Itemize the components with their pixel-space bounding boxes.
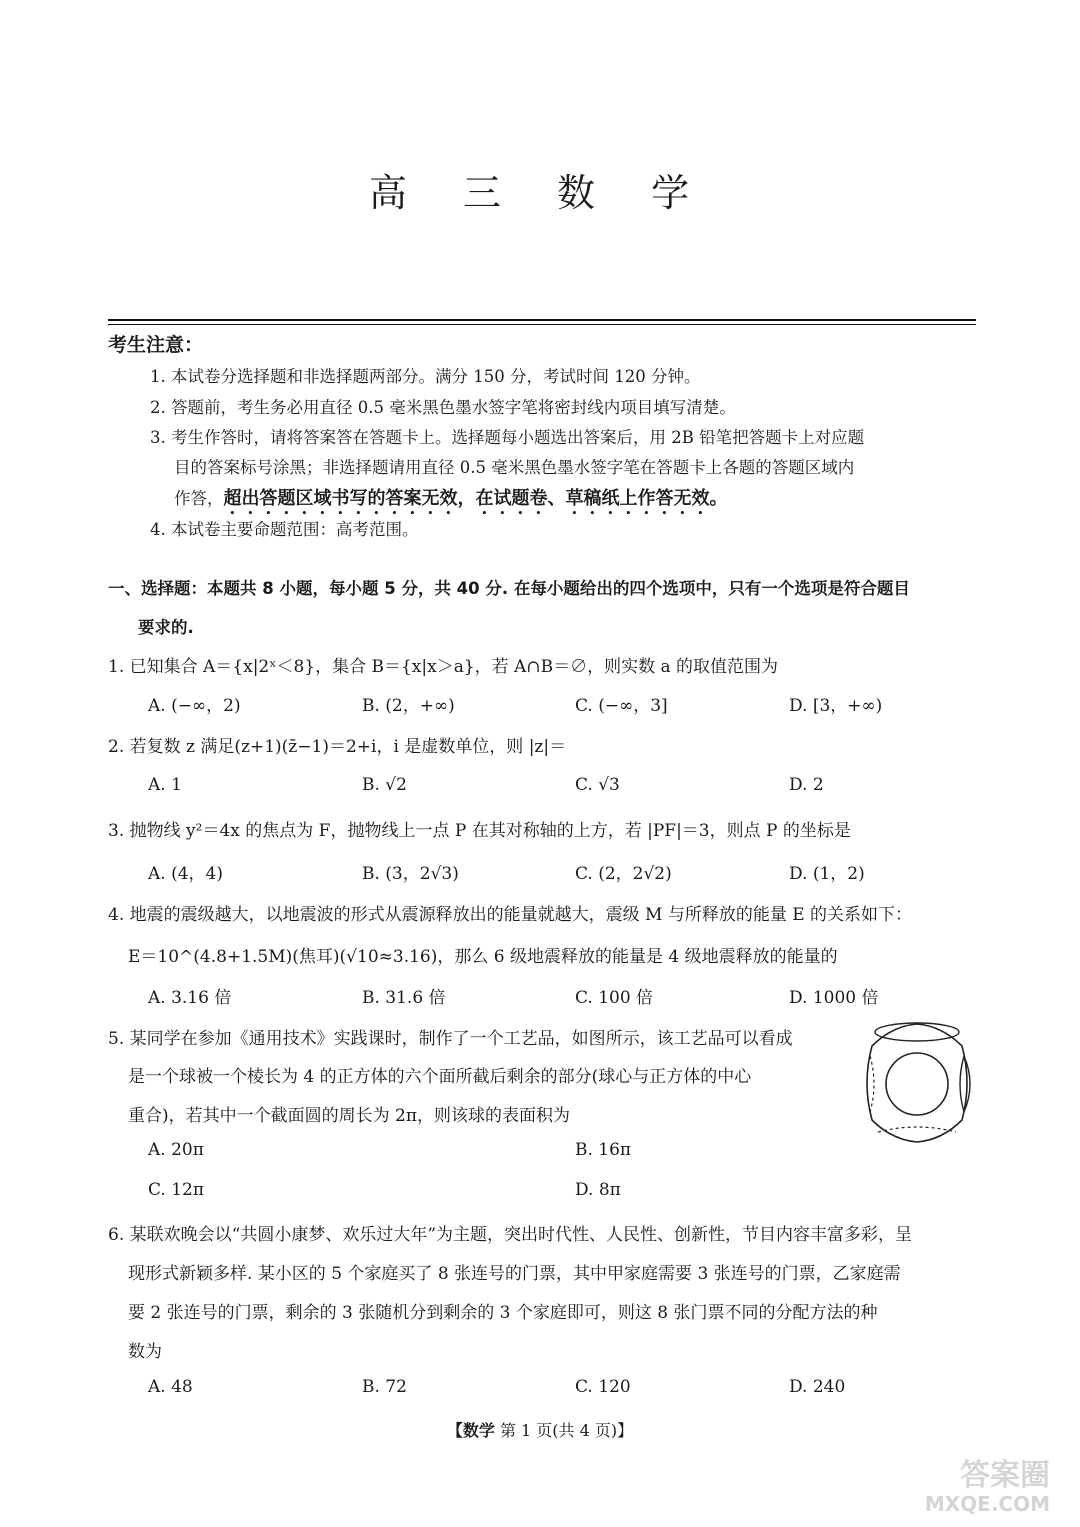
notice-item: 目的答案标号涂黑；非选择题请用直径 0.5 毫米黑色墨水签字笔在答题卡上各题的答题区域内 — [174, 458, 855, 477]
divider-rule — [108, 324, 976, 325]
option-c: C. 120 — [575, 1377, 631, 1397]
option-d: D. 2 — [789, 775, 824, 795]
page-footer — [0, 1418, 1080, 1441]
option-d: D. (1，2) — [789, 864, 865, 884]
notice-emphasis: 超出答题区域书写的答案无效，在试题卷、草稿纸上作答无效。 — [223, 488, 728, 509]
notice-item: 1. 本试卷分选择题和非选择题两部分。满分 150 分，考试时间 120 分钟。 — [150, 367, 701, 386]
front-section-circle — [886, 1053, 948, 1115]
notice-item — [174, 484, 728, 519]
option-a: A. (−∞，2) — [148, 696, 241, 716]
question-stem: 2. 若复数 z 满足(z+1)(z̄−1)＝2+i，i 是虚数单位，则 |z|＝ — [108, 737, 567, 757]
section-heading: 要求的. — [138, 618, 194, 637]
option-b: B. 31.6 倍 — [362, 988, 446, 1008]
question-stem: 4. 地震的震级越大，以地震波的形式从震源释放出的能量就越大，震级 M 与所释放的能量 E 的关系如下： — [108, 905, 913, 925]
notice-item: 2. 答题前，考生务必用直径 0.5 毫米黑色墨水签字笔将密封线内项目填写清楚。 — [150, 398, 736, 417]
option-a: A. (4，4) — [148, 864, 223, 884]
notice-item-text: 作答， — [174, 489, 224, 508]
bottom-section-arc — [878, 1127, 956, 1132]
option-c: C. 12π — [148, 1180, 205, 1200]
option-c: C. (−∞，3] — [575, 696, 668, 716]
option-c: C. (2，2√2) — [575, 864, 672, 884]
question-stem: 重合)，若其中一个截面圆的周长为 2π，则该球的表面积为 — [128, 1106, 571, 1126]
notice-item: 4. 本试卷主要命题范围：高考范围。 — [150, 520, 419, 539]
option-c: C. √3 — [575, 775, 620, 795]
option-a: A. 3.16 倍 — [148, 988, 232, 1008]
question-stem: E＝10^(4.8+1.5M)(焦耳)(√10≈3.16)，那么 6 级地震释放的能量是 4 级地震释放的能量的 — [128, 947, 838, 967]
question-stem: 1. 已知集合 A＝{x|2ˣ＜8}，集合 B＝{x|x＞a}，若 A∩B＝∅，则实数 a 的取值范围为 — [108, 657, 779, 677]
question-stem: 3. 抛物线 y²＝4x 的焦点为 F，抛物线上一点 P 在其对称轴的上方，若 |PF|＝3，则点 P 的坐标是 — [108, 821, 851, 841]
option-d: D. 1000 倍 — [789, 988, 879, 1008]
page-title: 高 三 数 学 — [368, 171, 712, 215]
question-stem: 6. 某联欢晚会以“共圆小康梦、欢乐过大年”为主题，突出时代性、人民性、创新性，节目内容丰富多彩，呈 — [108, 1225, 913, 1245]
truncated-sphere-figure — [852, 1018, 982, 1148]
option-a: A. 48 — [148, 1377, 193, 1397]
footer-page-number: 第 1 页(共 4 页)】 — [499, 1421, 634, 1440]
watermark-logo-text: 答案圈 — [960, 1458, 1050, 1493]
notice-item: 3. 考生作答时，请将答案答在答题卡上。选择题每小题选出答案后，用 2B 铅笔把答题卡上对应题 — [150, 428, 865, 447]
option-a: A. 1 — [148, 775, 182, 795]
option-d: D. 8π — [575, 1180, 621, 1200]
option-c: C. 100 倍 — [575, 988, 654, 1008]
option-b: B. 72 — [362, 1377, 407, 1397]
site-watermark — [910, 1460, 1050, 1520]
option-d: D. 240 — [789, 1377, 846, 1397]
watermark-url: MXQE.COM — [924, 1492, 1050, 1516]
option-d: D. [3，+∞) — [789, 696, 883, 716]
option-a: A. 20π — [148, 1140, 204, 1160]
option-b: B. (3，2√3) — [362, 864, 459, 884]
right-section-arc — [960, 1056, 964, 1112]
question-stem: 现形式新颖多样. 某小区的 5 个家庭买了 8 张连号的门票，其中甲家庭需要 3 张连号的门票，乙家庭需 — [128, 1264, 901, 1284]
top-section-circle — [875, 1023, 959, 1041]
section-heading: 一、选择题：本题共 8 小题，每小题 5 分，共 40 分. 在每小题给出的四个选项中，只有一个选项是符合题目 — [108, 579, 910, 598]
question-stem: 是一个球被一个棱长为 4 的正方体的六个面所截后剩余的部分(球心与正方体的中心 — [128, 1067, 752, 1087]
option-b: B. √2 — [362, 775, 407, 795]
question-stem: 要 2 张连号的门票，剩余的 3 张随机分到剩余的 3 个家庭即可，则这 8 张门票不同的分配方法的种 — [128, 1303, 878, 1323]
option-b: B. 16π — [575, 1140, 632, 1160]
question-stem: 5. 某同学在参加《通用技术》实践课时，制作了一个工艺品，如图所示，该工艺品可以看成 — [108, 1029, 793, 1049]
option-b: B. (2，+∞) — [362, 696, 455, 716]
question-stem: 数为 — [128, 1342, 162, 1362]
left-section-arc — [870, 1056, 874, 1112]
footer-subject: 【数学 — [446, 1421, 495, 1440]
divider-rule — [108, 319, 976, 321]
notice-heading: 考生注意： — [108, 334, 204, 356]
